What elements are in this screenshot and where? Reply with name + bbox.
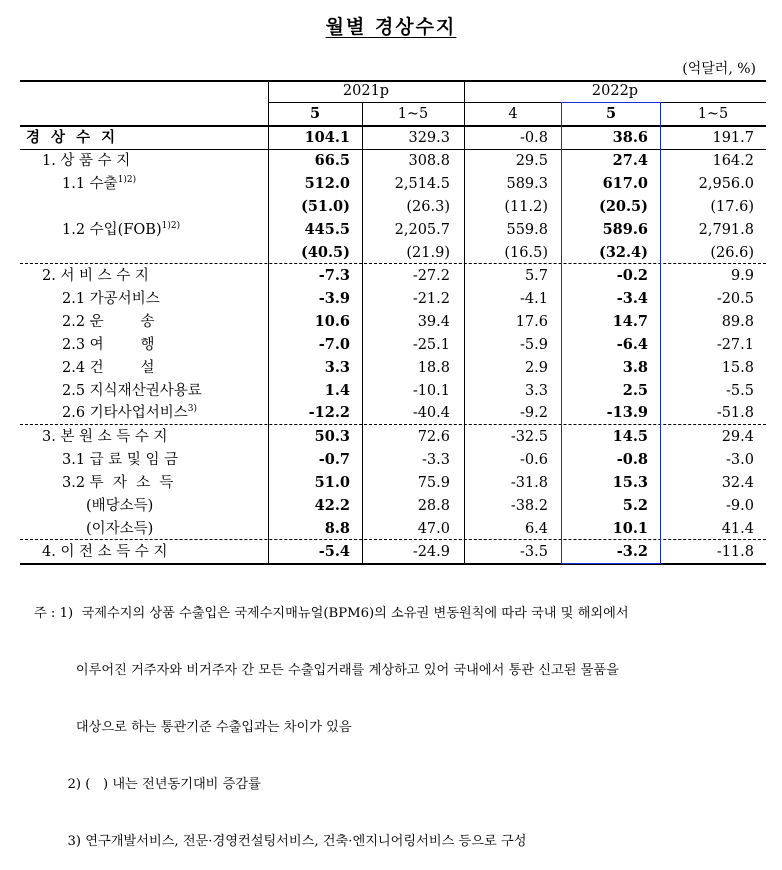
- table-cell: 51.0: [314, 474, 350, 491]
- table-cell: 3.8: [622, 359, 648, 376]
- table-row: [20, 402, 766, 424]
- table-cell: 66.5: [314, 152, 350, 169]
- table-cell: -40.4: [412, 405, 450, 421]
- footnote-line: 이루어진 거주자와 비거주자 간 모든 수출입거래를 계상하고 있어 국내에서 통관 신고된 물품을: [34, 663, 619, 678]
- table-row: [20, 334, 766, 356]
- table-cell: 5.2: [622, 497, 648, 514]
- table-cell: 9.9: [730, 268, 754, 284]
- table-cell: -3.2: [616, 543, 648, 560]
- row-label-text: 2.4 건 설: [62, 360, 155, 376]
- row-label-text: 2. 서 비 스 수 지: [42, 268, 149, 284]
- table-cell: -3.0: [726, 452, 754, 468]
- table-cell: -9.0: [726, 498, 754, 514]
- row-label-text: 2.3 여 행: [62, 337, 155, 353]
- year-2021: 2021p: [342, 83, 390, 99]
- table-cell: -3.9: [318, 290, 350, 307]
- table-cell: -20.5: [716, 291, 754, 307]
- col-header: 1~5: [397, 106, 429, 122]
- table-row: [20, 426, 766, 448]
- table-cell: (11.2): [504, 199, 548, 215]
- table-cell: 72.6: [417, 429, 450, 445]
- table-cell: (20.5): [598, 198, 648, 215]
- unit-label: (억달러, %): [682, 61, 756, 77]
- row-label-text: 2.1 가공서비스: [62, 291, 160, 307]
- table-cell: (21.9): [406, 245, 450, 261]
- row-label-text: (배당소득): [86, 498, 154, 514]
- table-cell: -38.2: [510, 498, 548, 514]
- table-row: [20, 311, 766, 333]
- table-cell: 191.7: [712, 130, 754, 146]
- col-header: 4: [508, 106, 518, 122]
- row-label-text: 3.2 투 자 소 득: [62, 475, 174, 491]
- table-row: [20, 196, 766, 218]
- table-row: [20, 449, 766, 471]
- table-cell: 75.9: [417, 475, 450, 491]
- table-cell: -6.4: [616, 336, 648, 353]
- table-cell: -25.1: [412, 337, 450, 353]
- table-cell: 1.4: [324, 382, 350, 399]
- table-cell: -7.0: [318, 336, 350, 353]
- table-cell: 50.3: [314, 428, 350, 445]
- table-cell: (40.5): [300, 244, 350, 261]
- footnote-marker: 1)2): [117, 175, 137, 185]
- table-cell: -13.9: [606, 404, 648, 421]
- table-cell: (16.5): [504, 245, 548, 261]
- table-row: [20, 288, 766, 310]
- table-cell: -3.3: [422, 452, 450, 468]
- table-cell: (17.6): [710, 199, 754, 215]
- row-label-text: 1. 상 품 수 지: [42, 153, 131, 169]
- table-row: [20, 495, 766, 517]
- table-row: [20, 518, 766, 540]
- table-cell: -10.1: [412, 383, 450, 399]
- table-cell: 29.4: [721, 429, 754, 445]
- table-cell: 2.9: [524, 360, 548, 376]
- table-cell: (26.3): [406, 199, 450, 215]
- table-cell: (51.0): [300, 198, 350, 215]
- col-header: 5: [605, 105, 617, 122]
- footnotes: [34, 566, 629, 870]
- table-cell: -5.5: [726, 383, 754, 399]
- table-row: [20, 127, 766, 149]
- table-cell: -11.8: [716, 544, 754, 560]
- row-label-text: 2.6 기타사업서비스: [62, 405, 188, 421]
- table-cell: 445.5: [304, 221, 350, 238]
- table-row: [20, 173, 766, 195]
- page-title: 월별 경상수지: [325, 16, 457, 38]
- table-cell: 47.0: [417, 521, 450, 537]
- table-cell: 41.4: [721, 521, 754, 537]
- table-cell: 512.0: [304, 175, 350, 192]
- table-cell: -21.2: [412, 291, 450, 307]
- table-cell: (32.4): [598, 244, 648, 261]
- year-2022: 2022p: [591, 83, 639, 99]
- table-cell: 6.4: [524, 521, 548, 537]
- row-label-text: 경 상 수 지: [26, 129, 119, 146]
- table-row: [20, 219, 766, 241]
- table-row: [20, 380, 766, 402]
- table-cell: 28.8: [417, 498, 450, 514]
- table-cell: 559.8: [506, 222, 548, 238]
- table-cell: 2,514.5: [394, 176, 450, 192]
- row-label-text: 2.2 운 송: [62, 314, 155, 330]
- table-row: [20, 150, 766, 172]
- table-cell: -5.9: [520, 337, 548, 353]
- table-cell: -27.1: [716, 337, 754, 353]
- table-cell: 5.7: [524, 268, 548, 284]
- table-row: [20, 242, 766, 264]
- table-cell: 2,791.8: [698, 222, 754, 238]
- table-cell: 17.6: [515, 314, 548, 330]
- col-header: 1~5: [697, 106, 729, 122]
- table-cell: -0.2: [616, 267, 648, 284]
- row-label-text: 2.5 지식재산권사용료: [62, 383, 202, 399]
- table-cell: -4.1: [520, 291, 548, 307]
- table-cell: 14.7: [612, 313, 648, 330]
- col-header: 5: [309, 105, 321, 122]
- table-cell: 589.3: [506, 176, 548, 192]
- table-cell: 2,205.7: [394, 222, 450, 238]
- footnote-line: 3) 연구개발서비스, 전문·경영컨설팅서비스, 건축·엔지니어링서비스 등으로 구성: [34, 834, 527, 849]
- row-label-text: 3. 본 원 소 득 수 지: [42, 429, 168, 445]
- table-cell: 14.5: [612, 428, 648, 445]
- table-cell: -0.8: [616, 451, 648, 468]
- table-cell: -0.7: [318, 451, 350, 468]
- table-cell: 3.3: [324, 359, 350, 376]
- table-cell: -24.9: [412, 544, 450, 560]
- table-cell: 3.3: [524, 383, 548, 399]
- footnote-marker: 1)2): [161, 221, 181, 231]
- table-cell: 29.5: [515, 153, 548, 169]
- table-cell: 15.8: [721, 360, 754, 376]
- table-cell: 308.8: [408, 153, 450, 169]
- table-cell: 27.4: [612, 152, 648, 169]
- table-row: [20, 357, 766, 379]
- table-row: [20, 541, 766, 563]
- table-cell: -3.5: [520, 544, 548, 560]
- table-cell: 15.3: [612, 474, 648, 491]
- table-cell: -9.2: [520, 405, 548, 421]
- table-cell: 2.5: [622, 382, 648, 399]
- table-cell: (26.6): [710, 245, 754, 261]
- row-label-text: 4. 이 전 소 득 수 지: [42, 544, 168, 560]
- table-row: [20, 472, 766, 494]
- table-cell: 38.6: [612, 129, 648, 146]
- table-cell: 32.4: [721, 475, 754, 491]
- table-cell: -27.2: [412, 268, 450, 284]
- row-label-text: 1.1 수출: [62, 176, 118, 192]
- table-cell: 2,956.0: [698, 176, 754, 192]
- table-cell: 89.8: [721, 314, 754, 330]
- table-cell: -5.4: [318, 543, 350, 560]
- table-cell: -3.4: [616, 290, 648, 307]
- table-cell: 8.8: [324, 520, 350, 537]
- footnote-line: 2) ( ) 내는 전년동기대비 증감률: [34, 777, 261, 792]
- table-cell: -0.8: [520, 130, 548, 146]
- table-cell: 589.6: [602, 221, 648, 238]
- footnote-line: 대상으로 하는 통관기준 수출입과는 차이가 있음: [34, 720, 352, 735]
- table-cell: -7.3: [318, 267, 350, 284]
- table-row: [20, 265, 766, 287]
- footnote-line: 주 : 1) 국제수지의 상품 수출입은 국제수지매뉴얼(BPM6)의 소유권 변동원칙에 따라 국내 및 해외에서: [34, 606, 629, 621]
- row-label-text: 3.1 급 료 및 임 금: [62, 452, 179, 468]
- table-cell: 164.2: [712, 153, 754, 169]
- table-cell: 10.6: [314, 313, 350, 330]
- table-cell: 10.1: [612, 520, 648, 537]
- footnote-marker: 3): [187, 404, 197, 414]
- table-cell: -0.6: [520, 452, 548, 468]
- table-cell: -12.2: [308, 404, 350, 421]
- table-cell: -31.8: [510, 475, 548, 491]
- table-cell: 617.0: [602, 175, 648, 192]
- row-label-text: (이자소득): [86, 521, 154, 537]
- table-cell: 104.1: [304, 129, 350, 146]
- table-cell: 39.4: [417, 314, 450, 330]
- row-label-text: 1.2 수입(FOB): [62, 222, 162, 238]
- table-cell: -32.5: [510, 429, 548, 445]
- table-cell: -51.8: [716, 405, 754, 421]
- table-cell: 329.3: [408, 130, 450, 146]
- table-cell: 42.2: [314, 497, 350, 514]
- table-cell: 18.8: [417, 360, 450, 376]
